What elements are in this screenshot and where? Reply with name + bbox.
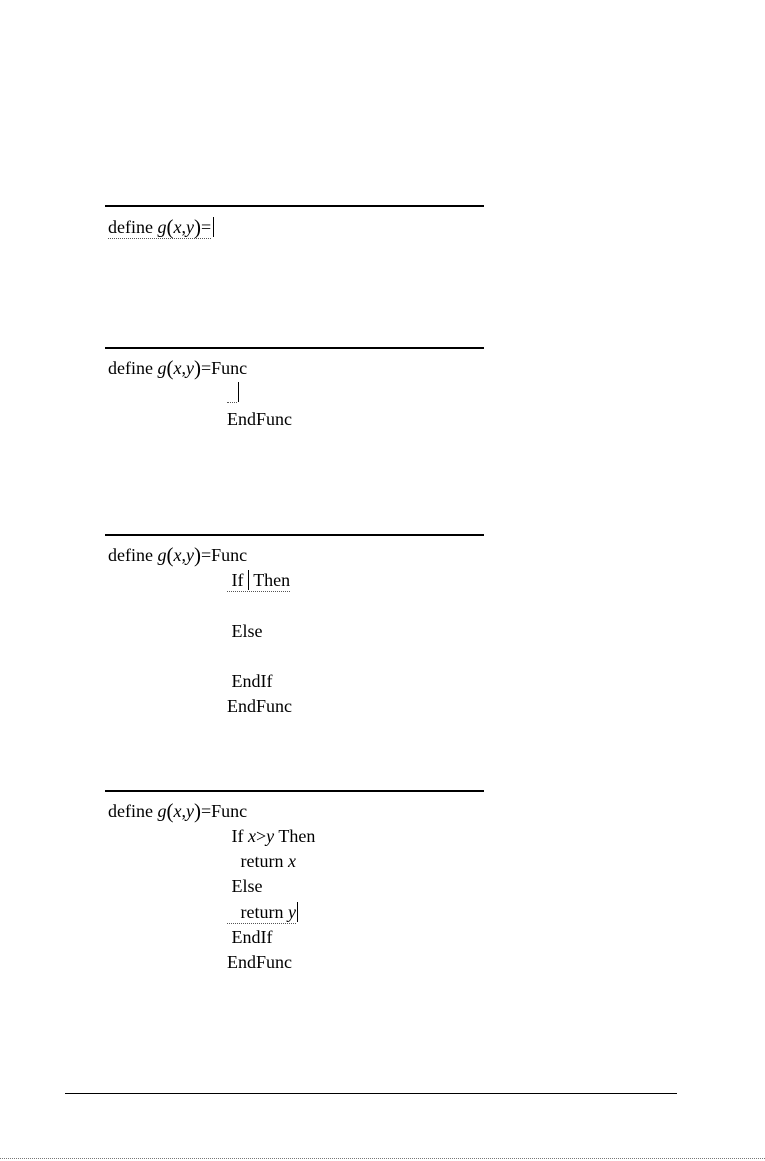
if-keyword: If — [231, 826, 244, 846]
equals-sign: = — [200, 801, 212, 821]
comma: , — [181, 801, 186, 821]
step4-return-y-statement[interactable] — [227, 902, 296, 924]
param-x: x — [173, 545, 182, 565]
equals-sign: = — [200, 545, 212, 565]
text-cursor — [213, 217, 214, 237]
equals-sign: = — [200, 217, 212, 237]
step4-endfunc-line — [227, 951, 292, 973]
step3-if-line[interactable] — [227, 569, 290, 591]
comma: , — [181, 358, 186, 378]
step4-define-line — [108, 799, 247, 822]
func-keyword: Func — [211, 545, 248, 565]
step2-empty-line-placeholder[interactable] — [227, 402, 237, 403]
define-keyword: define — [108, 545, 153, 565]
function-name: g — [157, 217, 167, 237]
step3-endif-line — [227, 670, 272, 692]
param-y: y — [185, 801, 194, 821]
define-keyword: define — [108, 217, 153, 237]
step1-define-expression[interactable] — [108, 217, 211, 239]
equals-sign: = — [200, 358, 212, 378]
else-keyword: Else — [231, 621, 263, 641]
step2-rule — [105, 347, 484, 349]
param-x: x — [173, 801, 182, 821]
step4-rule — [105, 790, 484, 792]
step4-else-line — [227, 875, 263, 897]
comma: , — [181, 217, 186, 237]
endfunc-keyword: EndFunc — [227, 409, 292, 429]
endfunc-keyword: EndFunc — [227, 696, 292, 716]
endif-keyword: EndIf — [231, 671, 273, 691]
step4-endif-line — [227, 926, 272, 948]
text-cursor — [238, 382, 239, 402]
step3-endfunc-line — [227, 695, 292, 717]
right-paren: ) — [193, 356, 201, 380]
function-name: g — [157, 801, 167, 821]
right-paren: ) — [193, 215, 201, 239]
return-var-y: y — [287, 902, 296, 922]
define-keyword: define — [108, 801, 153, 821]
if-keyword: If — [231, 570, 244, 590]
then-keyword: Then — [278, 826, 316, 846]
step3-define-line — [108, 543, 247, 566]
param-x: x — [173, 217, 182, 237]
step2-endfunc-line — [227, 408, 292, 430]
param-y: y — [185, 217, 194, 237]
func-keyword: Func — [211, 801, 248, 821]
condition-var-x: x — [248, 826, 256, 846]
param-x: x — [173, 358, 182, 378]
then-keyword: Then — [253, 570, 291, 590]
step1-rule — [105, 205, 484, 207]
right-paren: ) — [193, 799, 201, 823]
else-keyword: Else — [231, 876, 263, 896]
left-paren: ( — [166, 799, 174, 823]
endfunc-keyword: EndFunc — [227, 952, 292, 972]
step4-return-x-line — [227, 850, 296, 872]
param-y: y — [185, 545, 194, 565]
return-keyword: return — [240, 851, 284, 871]
page-edge-dotted-line — [0, 1158, 765, 1159]
right-paren: ) — [193, 543, 201, 567]
return-var-x: x — [287, 851, 296, 871]
step3-rule — [105, 534, 484, 536]
footer-rule — [65, 1093, 677, 1094]
comma: , — [181, 545, 186, 565]
step1-define-line — [108, 215, 214, 238]
define-keyword: define — [108, 358, 153, 378]
function-name: g — [157, 358, 167, 378]
step3-if-statement[interactable] — [227, 570, 290, 592]
left-paren: ( — [166, 543, 174, 567]
condition-var-y: y — [266, 826, 275, 846]
greater-than-operator: > — [256, 826, 267, 846]
step2-define-line — [108, 356, 247, 379]
step4-if-line — [227, 825, 315, 847]
step4-return-y-line[interactable] — [227, 901, 298, 923]
step3-else-line — [227, 620, 263, 642]
text-cursor — [297, 902, 298, 922]
param-y: y — [185, 358, 194, 378]
endif-keyword: EndIf — [231, 927, 273, 947]
return-keyword: return — [240, 902, 284, 922]
text-cursor — [248, 570, 249, 590]
left-paren: ( — [166, 356, 174, 380]
function-name: g — [157, 545, 167, 565]
left-paren: ( — [166, 215, 174, 239]
func-keyword: Func — [211, 358, 248, 378]
